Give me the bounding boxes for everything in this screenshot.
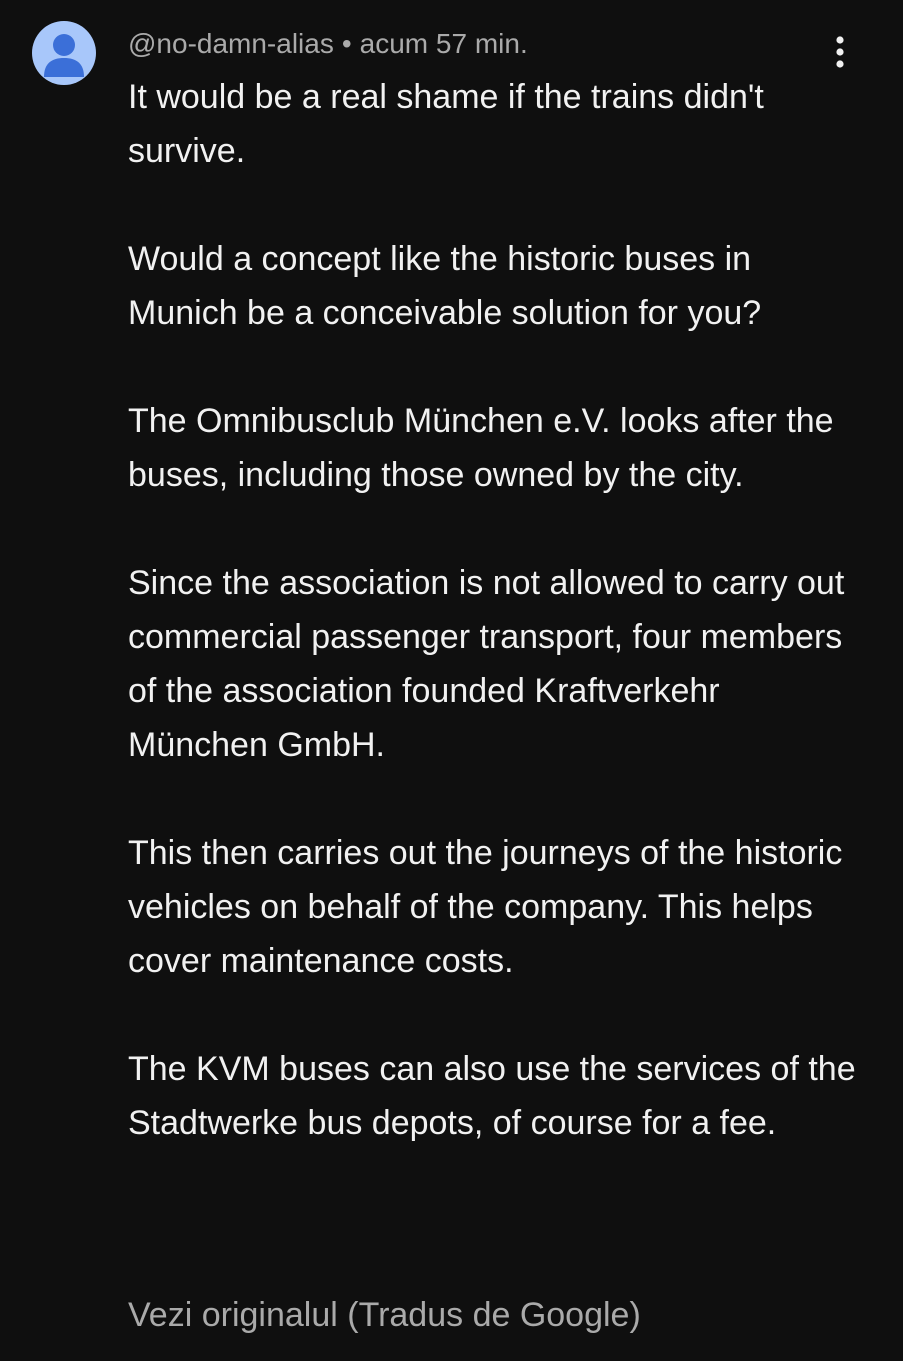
comment-paragraph: Would a concept like the historic buses in Munich be a conceivable solution for you? <box>128 240 762 332</box>
comment-paragraph: The Omnibusclub München e.V. looks after the buses, including those owned by the city. <box>128 402 834 494</box>
more-vertical-icon <box>834 34 846 70</box>
comment-paragraph: It would be a real shame if the trains didn't survive. <box>128 78 764 170</box>
more-options-button[interactable] <box>818 30 862 74</box>
author-handle[interactable]: @no-damn-alias <box>128 28 334 59</box>
comment-paragraph: The KVM buses can also use the services of the Stadtwerke bus depots, of course for a fee. <box>128 1050 856 1142</box>
comment-timestamp: acum 57 min. <box>359 28 528 59</box>
meta-separator: • <box>341 28 352 59</box>
comment-paragraph: Since the association is not allowed to carry out commercial passenger transport, four members of the association founded Kraftverkehr München GmbH. <box>128 564 845 764</box>
comment-header <box>128 26 528 62</box>
comment-text <box>128 70 858 1150</box>
comment-paragraph: This then carries out the journeys of the historic vehicles on behalf of the company. This helps cover maintenance costs. <box>128 834 843 980</box>
see-original-translation-link[interactable]: Vezi originalul (Tradus de Google) <box>128 1296 641 1334</box>
user-avatar-icon[interactable] <box>32 21 96 85</box>
